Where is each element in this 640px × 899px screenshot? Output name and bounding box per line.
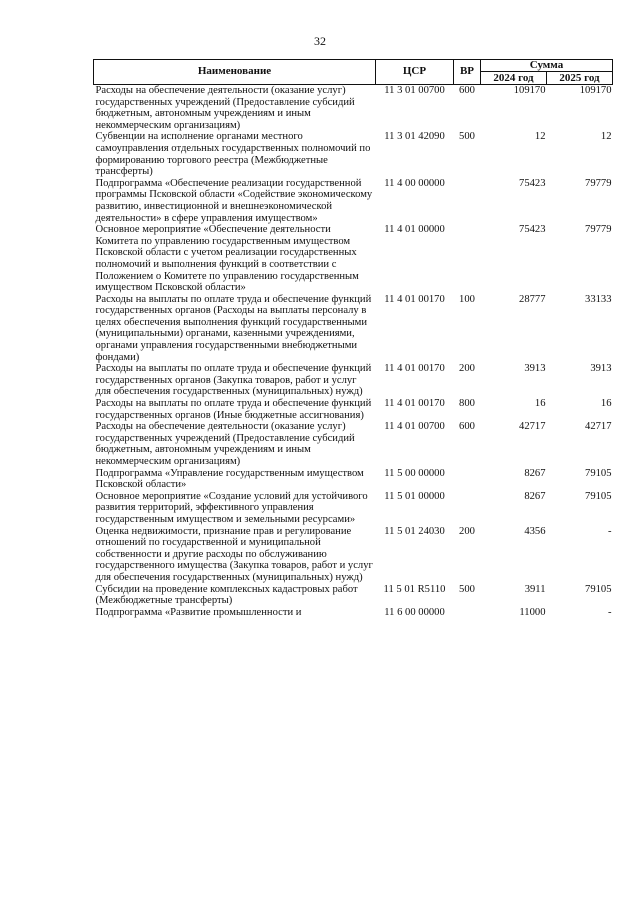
row-name: Субсидии на проведение комплексных кадастровых работ (Межбюджетные трансферты) [95,583,358,607]
row-sum-2025: - [607,525,612,537]
table-row [94,468,613,491]
row-name: Подпрограмма «Обеспечение реализации государственной программы Псковской области «Содействие экономическому развитию, инвестиционной и внешнеэкономической деятельности» в сфере управления имуществом» [95,177,373,224]
row-csr: 11 4 00 00000 [384,177,445,189]
page-number: 32 [314,34,326,48]
row-vr: 500 [459,583,475,595]
row-sum-2025: 79779 [585,177,612,189]
row-sum-2024: 8267 [524,467,546,479]
row-vr: 600 [459,421,475,433]
row-csr: 11 6 00 00000 [384,606,445,618]
header-year-2025: 2025 год [547,72,613,85]
header-sum: Сумма [481,60,613,72]
table-row [94,607,613,619]
row-sum-2024: 3913 [524,363,546,375]
header-vr: ВР [454,60,481,85]
row-csr: 11 3 01 00700 [384,85,445,96]
row-csr: 11 4 01 00170 [384,398,445,410]
row-sum-2024: 28777 [519,293,546,305]
row-vr [454,607,481,619]
row-vr: 200 [459,525,475,537]
row-sum-2024: 75423 [519,224,546,236]
table-row [94,294,613,364]
row-sum-2025: 79779 [585,224,612,236]
table-row [94,491,613,526]
row-sum-2025: 33133 [585,293,612,305]
table-row [94,363,613,398]
row-vr [454,224,481,294]
table-row [94,85,613,132]
row-sum-2025: - [607,606,612,618]
row-csr: 11 4 01 00170 [384,363,445,375]
row-sum-2024: 12 [534,131,546,143]
table-row [94,131,613,177]
row-csr: 11 5 00 00000 [384,467,445,479]
row-vr: 200 [459,363,475,375]
header-name: Наименование [94,60,376,85]
budget-table [93,59,613,618]
row-sum-2025: 16 [600,398,612,410]
row-name: Субвенции на исполнение органами местного самоуправления отдельных государственных полномочий по формированию торгового реестра (Межбюджетные трансферты) [95,131,371,178]
row-name: Основное мероприятие «Создание условий для устойчивого развития территорий, эффективного управления государственным имуществом и земельными ресурсами» [95,490,368,525]
row-sum-2024: 8267 [524,490,546,502]
table-row [94,526,613,584]
row-csr: 11 5 01 00000 [384,490,445,502]
row-sum-2024: 75423 [519,177,546,189]
row-sum-2024: 11000 [519,606,546,618]
row-name: Подпрограмма «Управление государственным имуществом Псковской области» [95,467,364,491]
row-csr: 11 5 01 24030 [384,525,445,537]
table-row [94,178,613,224]
row-csr: 11 4 01 00000 [384,224,445,236]
table-body [94,85,613,619]
row-name: Расходы на выплаты по оплате труда и обеспечение функций государственных органов (Расходы на выплаты персоналу в целях обеспечения выполнения функций государственными (муниципальными) органами, казенными учреждениями, органами управления государственными внебюджетными фондами) [95,293,372,363]
row-name: Расходы на выплаты по оплате труда и обеспечение функций государственных органов (Закупка товаров, работ и услуг для обеспечения государственных (муниципальных) нужд) [95,363,372,398]
row-sum-2024: 109170 [513,85,546,96]
row-sum-2025: 79105 [585,467,612,479]
row-sum-2024: 42717 [519,421,546,433]
row-vr: 800 [459,398,475,410]
row-sum-2024: 16 [534,398,546,410]
row-sum-2025: 3913 [590,363,612,375]
row-name: Оценка недвижимости, признание прав и регулирование отношений по государственной и муниципальной собственности и другие расходы по обслуживанию государственного имущества (Закупка товаров, работ и услуг для обеспечения государственных (муниципальных) нужд) [95,525,373,583]
row-vr [454,468,481,491]
row-csr: 11 4 01 00170 [384,293,445,305]
table-header [94,60,613,85]
header-year-2024: 2024 год [481,72,547,85]
row-name: Подпрограмма «Развитие промышленности и [95,606,302,618]
row-sum-2024: 3911 [524,583,546,595]
row-name: Расходы на обеспечение деятельности (оказание услуг) государственных учреждений (Предоставление субсидий бюджетным, автономным учреждениям и иным некоммерческим организациям) [95,85,355,131]
row-sum-2025: 79105 [585,490,612,502]
table-row [94,421,613,467]
row-vr: 500 [459,131,475,143]
row-csr: 11 3 01 42090 [384,131,445,143]
table-row [94,224,613,294]
header-csr: ЦСР [376,60,454,85]
row-vr: 600 [459,85,475,96]
row-name: Основное мероприятие «Обеспечение деятельности Комитета по управлению государственным имуществом Псковской области с учетом реализации государственных полномочий и выполнения функций в соответствии с Положением о Комитете по управлению государственным имуществом Псковской области» [95,224,359,294]
row-csr: 11 5 01 R5110 [383,583,446,595]
table-row [94,398,613,421]
row-name: Расходы на выплаты по оплате труда и обеспечение функций государственных органов (Иные бюджетные ассигнования) [95,398,372,421]
row-sum-2024: 4356 [524,525,546,537]
row-name: Расходы на обеспечение деятельности (оказание услуг) государственных учреждений (Предоставление субсидий бюджетным, автономным учреждениям и иным некоммерческим организациям) [95,421,355,467]
row-csr: 11 4 01 00700 [384,421,445,433]
row-vr [454,491,481,526]
row-sum-2025: 79105 [585,583,612,595]
row-sum-2025: 109170 [579,85,612,96]
row-vr: 100 [459,293,475,305]
row-sum-2025: 12 [600,131,612,143]
table-row [94,584,613,607]
row-vr [454,178,481,224]
row-sum-2025: 42717 [585,421,612,433]
